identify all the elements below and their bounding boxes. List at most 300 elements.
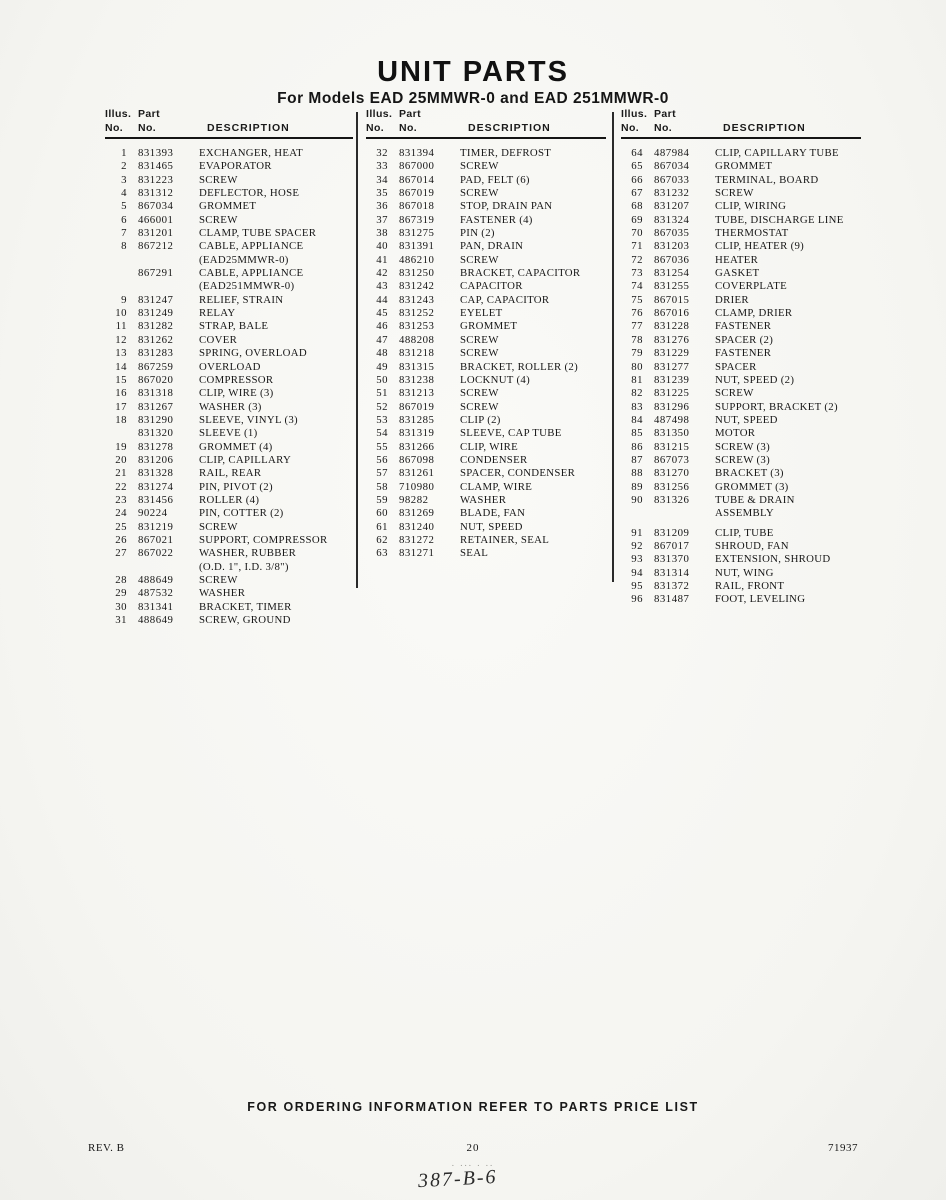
illus-no-cell: 4 xyxy=(121,187,127,200)
table-row xyxy=(621,467,861,480)
illus-no-cell: 12 xyxy=(115,333,127,346)
illus-no-cell: 86 xyxy=(631,440,643,453)
part-no-cell: 831218 xyxy=(399,347,435,360)
illus-no-cell: 51 xyxy=(376,387,388,400)
table-row xyxy=(621,580,861,593)
table-row xyxy=(621,280,861,293)
illus-no-cell: 62 xyxy=(376,533,388,546)
illus-header-label: Illus. xyxy=(366,108,393,120)
table-row xyxy=(105,454,353,467)
illus-no-cell: 36 xyxy=(376,200,388,213)
part-no-cell: 831225 xyxy=(654,387,690,400)
description-cell: CABLE, APPLIANCE xyxy=(199,267,304,280)
illus-no-cell: 94 xyxy=(631,566,643,579)
illus-no-cell: 1 xyxy=(121,147,127,159)
description-cell: SCREW (3) xyxy=(715,453,770,466)
description-cell: HEATER xyxy=(715,253,759,266)
illus-header-label: Illus. xyxy=(105,108,132,120)
description-cell: STOP, DRAIN PAN xyxy=(460,200,553,213)
part-no-cell: 98282 xyxy=(399,493,429,506)
illus-no-cell: 46 xyxy=(376,320,388,333)
table-row xyxy=(105,507,353,520)
description-cell: LOCKNUT (4) xyxy=(460,373,530,386)
description-cell: OVERLOAD xyxy=(199,360,261,373)
page-number: 20 xyxy=(466,1142,480,1154)
description-cell: FOOT, LEVELING xyxy=(715,593,806,606)
part-no-cell: 831341 xyxy=(138,600,174,613)
illus-no-cell: 89 xyxy=(631,480,643,493)
description-cell: CLAMP, TUBE SPACER xyxy=(199,227,317,240)
illus-no-cell: 67 xyxy=(631,187,643,200)
part-no-cell: 831253 xyxy=(399,320,435,333)
illus-no-cell: 8 xyxy=(121,240,127,253)
table-row xyxy=(621,441,861,454)
table-row xyxy=(621,374,861,387)
illus-no-cell: 75 xyxy=(631,293,643,306)
illus-no-cell: 65 xyxy=(631,160,643,173)
table-row xyxy=(105,387,353,400)
illus-no-cell: 54 xyxy=(376,427,388,440)
description-cell: CLIP, WIRE (3) xyxy=(199,387,274,400)
description-cell: SPACER (2) xyxy=(715,333,774,346)
table-row xyxy=(105,427,353,440)
description-cell: NUT, SPEED xyxy=(715,413,778,426)
illus-no-cell: 68 xyxy=(631,200,643,213)
illus-no-cell: 81 xyxy=(631,373,643,386)
part-no-cell: 831271 xyxy=(399,547,435,560)
description-cell: CABLE, APPLIANCE xyxy=(199,240,304,253)
part-no-cell: 831285 xyxy=(399,413,435,426)
parts-rows xyxy=(366,147,606,561)
illus-no-cell: 25 xyxy=(115,520,127,533)
description-cell: FASTENER xyxy=(715,320,772,333)
part-no-cell: 831238 xyxy=(399,373,435,386)
part-no-cell xyxy=(654,507,702,520)
revision-label: REV. B xyxy=(88,1142,125,1154)
illus-no-cell: 10 xyxy=(115,307,127,320)
part-no-cell: 831223 xyxy=(138,173,174,186)
illus-no-cell: 64 xyxy=(631,147,643,159)
description-cell: SLEEVE, VINYL (3) xyxy=(199,413,298,426)
description-cell: SPACER, CONDENSER xyxy=(460,467,576,480)
illus-no-cell: 66 xyxy=(631,173,643,186)
description-cell: COVER xyxy=(199,333,238,346)
illus-no-cell: 48 xyxy=(376,347,388,360)
table-row xyxy=(366,441,606,454)
part-no-cell: 831315 xyxy=(399,360,435,373)
description-cell: DEFLECTOR, HOSE xyxy=(199,187,300,200)
illus-no-cell: 17 xyxy=(115,400,127,413)
illus-no-cell: 87 xyxy=(631,453,643,466)
table-row xyxy=(366,507,606,520)
illus-no-cell: 92 xyxy=(631,539,643,552)
table-row xyxy=(105,534,353,547)
part-no-cell: 831247 xyxy=(138,293,174,306)
column-divider-line xyxy=(612,112,614,582)
part-no-cell: 831243 xyxy=(399,293,435,306)
illus-no-cell: 19 xyxy=(115,440,127,453)
table-row xyxy=(105,294,353,307)
description-cell: CLIP, WIRE xyxy=(460,440,518,453)
part-no-cell: 831240 xyxy=(399,520,435,533)
description-cell: RELAY xyxy=(199,307,236,320)
illus-no-cell: 31 xyxy=(115,614,127,627)
part-no-cell: 488208 xyxy=(399,333,435,346)
description-cell: EVAPORATOR xyxy=(199,160,272,173)
illus-no-cell xyxy=(105,280,127,293)
table-row xyxy=(366,294,606,307)
table-row xyxy=(366,240,606,253)
column-header xyxy=(105,108,353,139)
description-cell: CLIP (2) xyxy=(460,413,501,426)
description-cell: CONDENSER xyxy=(460,453,528,466)
table-row xyxy=(105,601,353,614)
description-cell: EXCHANGER, HEAT xyxy=(199,147,304,159)
description-cell: CLAMP, WIRE xyxy=(460,480,533,493)
part-no-cell: 867015 xyxy=(654,293,690,306)
illus-no-cell: 22 xyxy=(115,480,127,493)
description-cell: SUPPORT, BRACKET (2) xyxy=(715,400,838,413)
table-row xyxy=(621,414,861,427)
description-cell: PAD, FELT (6) xyxy=(460,173,530,186)
illus-no-cell xyxy=(105,254,127,267)
description-cell: BLADE, FAN xyxy=(460,507,526,520)
illus-no-cell: 49 xyxy=(376,360,388,373)
part-no-cell: 831262 xyxy=(138,333,174,346)
table-row xyxy=(105,547,353,560)
illus-no-cell: 55 xyxy=(376,440,388,453)
table-row xyxy=(105,254,353,267)
table-row xyxy=(621,227,861,240)
part-no-cell: 831277 xyxy=(654,360,690,373)
illus-no-cell: 29 xyxy=(115,587,127,600)
illus-no-cell: 18 xyxy=(115,413,127,426)
table-row xyxy=(105,334,353,347)
description-cell: GASKET xyxy=(715,267,760,280)
table-row xyxy=(366,454,606,467)
part-no-cell: 867073 xyxy=(654,453,690,466)
illus-no-cell: 57 xyxy=(376,467,388,480)
illus-no-header: No. xyxy=(366,122,385,134)
description-cell: SCREW xyxy=(460,160,499,173)
description-cell: COVERPLATE xyxy=(715,280,787,293)
part-no-cell: 831232 xyxy=(654,187,690,200)
table-row xyxy=(621,454,861,467)
part-no-cell: 867018 xyxy=(399,200,435,213)
part-no-cell: 710980 xyxy=(399,480,435,493)
illus-no-cell: 88 xyxy=(631,467,643,480)
table-row xyxy=(621,267,861,280)
part-no-cell: 90224 xyxy=(138,507,168,520)
illus-no-cell: 95 xyxy=(631,580,643,592)
table-row xyxy=(621,334,861,347)
part-header-label: Part xyxy=(399,108,422,120)
illus-no-cell: 7 xyxy=(121,227,127,240)
description-cell: FASTENER (4) xyxy=(460,213,533,226)
illus-no-cell: 85 xyxy=(631,427,643,440)
table-row xyxy=(366,494,606,507)
description-cell: SUPPORT, COMPRESSOR xyxy=(199,533,328,546)
part-no-cell: 466001 xyxy=(138,213,174,226)
table-row xyxy=(621,214,861,227)
table-row xyxy=(366,547,606,560)
part-no-cell: 831256 xyxy=(654,480,690,493)
table-row xyxy=(621,174,861,187)
illus-no-cell: 59 xyxy=(376,493,388,506)
column-header xyxy=(366,108,606,139)
illus-no-cell: 56 xyxy=(376,453,388,466)
illus-no-cell: 96 xyxy=(631,593,643,606)
part-no-cell: 831320 xyxy=(138,427,174,440)
description-cell: NUT, SPEED (2) xyxy=(715,373,795,386)
illus-no-cell: 69 xyxy=(631,213,643,226)
doc-number: 71937 xyxy=(828,1142,858,1154)
illus-no-cell: 20 xyxy=(115,453,127,466)
part-no-cell: 831283 xyxy=(138,347,174,360)
illus-no-cell: 90 xyxy=(631,493,643,506)
part-no-cell: 831394 xyxy=(399,147,435,159)
illus-no-cell: 79 xyxy=(631,347,643,360)
illus-no-cell: 27 xyxy=(115,547,127,560)
description-cell: (EAD25MMWR-0) xyxy=(199,253,289,266)
part-no-cell: 831270 xyxy=(654,467,690,480)
table-row xyxy=(105,561,353,574)
description-cell: RAIL, REAR xyxy=(199,467,262,480)
part-no-cell: 831229 xyxy=(654,347,690,360)
table-row xyxy=(366,334,606,347)
illus-no-cell: 33 xyxy=(376,160,388,173)
part-no-cell: 831465 xyxy=(138,160,174,173)
illus-no-cell: 70 xyxy=(631,227,643,240)
description-cell: CLIP, CAPILLARY TUBE xyxy=(715,147,839,159)
table-row xyxy=(621,160,861,173)
description-cell: GROMMET (4) xyxy=(199,440,273,453)
part-no-cell: 831215 xyxy=(654,440,690,453)
table-row xyxy=(105,374,353,387)
part-no-cell xyxy=(138,280,186,293)
table-row xyxy=(366,160,606,173)
table-row xyxy=(105,441,353,454)
description-cell: (O.D. 1", I.D. 3/8") xyxy=(199,560,289,573)
part-no-cell: 831266 xyxy=(399,440,435,453)
illus-no-header: No. xyxy=(105,122,124,134)
part-no-cell: 831391 xyxy=(399,240,435,253)
description-cell: EYELET xyxy=(460,307,503,320)
illus-no-cell: 84 xyxy=(631,413,643,426)
table-row xyxy=(366,187,606,200)
table-row xyxy=(105,307,353,320)
part-no-cell: 831296 xyxy=(654,400,690,413)
illus-no-cell xyxy=(105,427,127,440)
part-no-cell: 831219 xyxy=(138,520,174,533)
table-row xyxy=(621,427,861,440)
part-no-cell: 867017 xyxy=(654,539,690,552)
part-no-cell: 867259 xyxy=(138,360,174,373)
table-row xyxy=(621,387,861,400)
illus-no-cell: 35 xyxy=(376,187,388,200)
part-no-cell: 831267 xyxy=(138,400,174,413)
table-row xyxy=(366,267,606,280)
description-cell: SCREW xyxy=(199,520,238,533)
illus-no-cell: 16 xyxy=(115,387,127,400)
column-divider-line xyxy=(356,112,358,588)
part-no-cell: 831255 xyxy=(654,280,690,293)
illus-no-cell: 5 xyxy=(121,200,127,213)
illus-no-cell: 30 xyxy=(115,600,127,613)
description-cell: RAIL, FRONT xyxy=(715,580,785,592)
parts-rows xyxy=(105,147,353,627)
description-cell: SCREW xyxy=(460,333,499,346)
illus-no-cell: 43 xyxy=(376,280,388,293)
part-no-cell: 831274 xyxy=(138,480,174,493)
description-header: DESCRIPTION xyxy=(207,122,290,134)
table-row xyxy=(105,174,353,187)
part-no-cell: 831314 xyxy=(654,566,690,579)
part-no-cell: 867098 xyxy=(399,453,435,466)
table-row xyxy=(621,200,861,213)
description-cell: RELIEF, STRAIN xyxy=(199,293,284,306)
description-cell: TUBE & DRAIN xyxy=(715,493,795,506)
illus-header-label: Illus. xyxy=(621,108,648,120)
illus-no-cell: 6 xyxy=(121,213,127,226)
description-cell: SEAL xyxy=(460,547,489,560)
description-cell: GROMMET (3) xyxy=(715,480,789,493)
table-row xyxy=(105,481,353,494)
part-no-cell: 831290 xyxy=(138,413,174,426)
part-no-cell: 867319 xyxy=(399,213,435,226)
table-row xyxy=(621,240,861,253)
part-no-cell: 831282 xyxy=(138,320,174,333)
description-cell: GROMMET xyxy=(460,320,518,333)
part-no-cell: 867036 xyxy=(654,253,690,266)
illus-no-cell: 11 xyxy=(115,320,127,333)
part-no-header: No. xyxy=(399,122,418,134)
table-row xyxy=(105,401,353,414)
table-row xyxy=(621,567,861,580)
part-no-cell: 831213 xyxy=(399,387,435,400)
description-cell: SCREW xyxy=(715,187,754,200)
table-row xyxy=(366,401,606,414)
illus-no-cell: 76 xyxy=(631,307,643,320)
illus-no-cell: 2 xyxy=(121,160,127,173)
illus-no-cell: 58 xyxy=(376,480,388,493)
part-no-cell: 831250 xyxy=(399,267,435,280)
part-no-cell: 831206 xyxy=(138,453,174,466)
part-no-cell: 831239 xyxy=(654,373,690,386)
illus-no-cell: 44 xyxy=(376,293,388,306)
illus-no-cell: 50 xyxy=(376,373,388,386)
illus-no-cell: 3 xyxy=(121,173,127,186)
table-row xyxy=(621,481,861,494)
parts-column-3 xyxy=(621,108,861,607)
part-no-cell: 867020 xyxy=(138,373,174,386)
description-cell: SCREW xyxy=(199,213,238,226)
description-cell: TIMER, DEFROST xyxy=(460,147,552,159)
table-row xyxy=(105,320,353,333)
description-cell: GROMMET xyxy=(715,160,773,173)
illus-no-cell xyxy=(105,267,127,280)
table-row xyxy=(621,527,861,540)
table-row xyxy=(366,320,606,333)
description-cell: PIN, COTTER (2) xyxy=(199,507,284,520)
part-no-cell xyxy=(138,561,186,574)
description-cell: CLIP, CAPILLARY xyxy=(199,453,292,466)
table-row xyxy=(366,361,606,374)
illus-no-cell: 71 xyxy=(631,240,643,253)
part-no-cell: 831207 xyxy=(654,200,690,213)
part-no-cell: 831275 xyxy=(399,227,435,240)
illus-no-cell: 24 xyxy=(115,507,127,520)
part-no-cell: 867016 xyxy=(654,307,690,320)
description-cell: GROMMET xyxy=(199,200,257,213)
part-no-cell: 831261 xyxy=(399,467,435,480)
description-cell: SCREW xyxy=(460,387,499,400)
table-row xyxy=(105,347,353,360)
part-no-cell: 867021 xyxy=(138,533,174,546)
table-row xyxy=(366,214,606,227)
description-cell: SCREW xyxy=(715,387,754,400)
illus-no-cell: 60 xyxy=(376,507,388,520)
illus-no-cell: 52 xyxy=(376,400,388,413)
illus-no-cell: 14 xyxy=(115,360,127,373)
description-cell: ROLLER (4) xyxy=(199,493,260,506)
part-no-cell: 867033 xyxy=(654,173,690,186)
table-row xyxy=(621,294,861,307)
page-title: UNIT PARTS xyxy=(377,56,569,88)
description-cell: NUT, SPEED xyxy=(460,520,523,533)
illus-no-cell: 47 xyxy=(376,333,388,346)
illus-no-cell: 63 xyxy=(376,547,388,560)
table-row xyxy=(621,307,861,320)
table-row xyxy=(621,347,861,360)
table-row xyxy=(105,521,353,534)
illus-no-cell: 78 xyxy=(631,333,643,346)
illus-no-cell: 15 xyxy=(115,373,127,386)
illus-no-cell: 72 xyxy=(631,253,643,266)
part-no-cell: 488649 xyxy=(138,614,174,627)
table-row xyxy=(621,320,861,333)
illus-no-cell: 34 xyxy=(376,173,388,186)
table-row xyxy=(621,187,861,200)
table-row xyxy=(105,214,353,227)
part-no-cell: 831201 xyxy=(138,227,174,240)
illus-no-cell: 28 xyxy=(115,574,127,586)
part-no-cell: 831372 xyxy=(654,580,690,592)
part-no-cell: 831252 xyxy=(399,307,435,320)
description-cell: STRAP, BALE xyxy=(199,320,269,333)
description-cell: ASSEMBLY xyxy=(715,507,774,520)
table-row xyxy=(105,361,353,374)
illus-no-cell xyxy=(621,507,643,520)
table-row xyxy=(621,494,861,507)
table-row xyxy=(366,307,606,320)
table-row xyxy=(621,147,861,160)
illus-no-header: No. xyxy=(621,122,640,134)
part-no-cell: 867019 xyxy=(399,187,435,200)
description-cell: MOTOR xyxy=(715,427,756,440)
table-row xyxy=(105,414,353,427)
part-no-cell: 831370 xyxy=(654,553,690,566)
table-row xyxy=(366,347,606,360)
table-row xyxy=(621,401,861,414)
part-no-cell: 831278 xyxy=(138,440,174,453)
parts-column-1 xyxy=(105,108,353,627)
table-row xyxy=(105,240,353,253)
part-no-header: No. xyxy=(138,122,157,134)
part-no-cell: 867019 xyxy=(399,400,435,413)
part-header-label: Part xyxy=(138,108,161,120)
table-row xyxy=(366,254,606,267)
